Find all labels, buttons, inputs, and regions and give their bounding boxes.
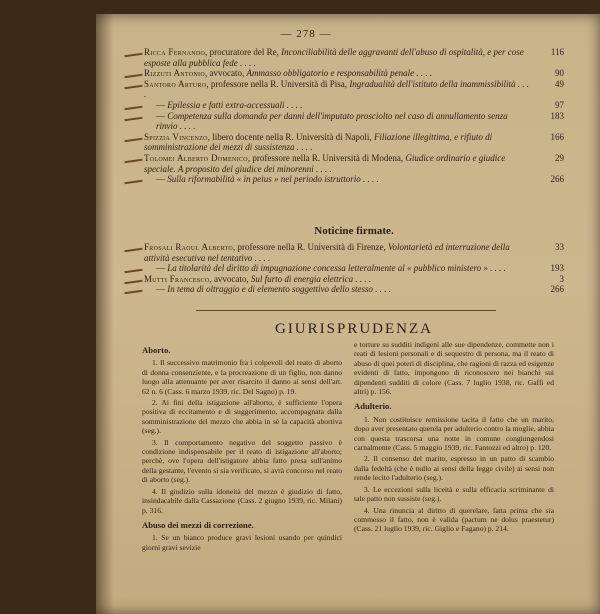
- author-affiliation: , professore nella R. Università di Firenze,: [233, 242, 388, 252]
- divider: [196, 310, 496, 311]
- paragraph: 1. Se un bianco produce gravi lesioni usando per quindici giorni gravi sevizie: [142, 533, 342, 552]
- page-reference: 266: [550, 284, 564, 295]
- paragraph: 3. Le eccezioni sulla liceità e sulla efficacia scriminante di tale patto non sussiste (seg.).: [354, 484, 554, 504]
- section-title: GIURISPRUDENZA: [274, 321, 433, 337]
- article-title: Epilessia e fatti extra-accessuali . . . .: [167, 99, 303, 110]
- index-entry: [144, 132, 564, 153]
- page-reference: 166: [550, 131, 564, 142]
- pencil-mark-icon: [124, 174, 143, 184]
- pencil-mark-icon: [124, 263, 143, 273]
- heading-abuso: Abuso dei mezzi di correzione.: [142, 519, 254, 530]
- pencil-mark-icon: [124, 68, 143, 78]
- index-entry: [144, 263, 564, 274]
- page-reference: 3: [559, 273, 564, 284]
- index-entry: [144, 284, 564, 295]
- pencil-mark-icon: [124, 284, 143, 294]
- page-reference: 97: [555, 99, 564, 110]
- pencil-mark-icon: [124, 47, 143, 57]
- author-affiliation: , professore nella R. Università di Modena,: [247, 152, 406, 163]
- pencil-mark-icon: [124, 153, 143, 163]
- pencil-mark-icon: [124, 100, 143, 110]
- author-affiliation: —: [156, 263, 168, 274]
- author-name: Tolomei Alberto Domenico: [144, 152, 248, 163]
- author-affiliation: , procuratore del Re,: [205, 47, 282, 57]
- page-reference: 49: [555, 78, 564, 89]
- notes-heading: Noticine firmate.: [314, 225, 394, 237]
- article-title: Volontarietà ed interruzione della attività esecutiva nel tentativo . . . .: [144, 242, 510, 263]
- page-reference: 116: [550, 47, 564, 57]
- article-title: Sul furto di energia elettrica . . . .: [250, 273, 372, 284]
- author-name: Santoro Arturo: [144, 78, 207, 89]
- index-list-authors: [144, 47, 564, 185]
- pencil-mark-icon: [124, 110, 143, 120]
- author-name: Ricca Fernando: [144, 47, 206, 57]
- index-entry: [144, 100, 564, 111]
- paragraph: 3. Il comportamento negativo del soggetto passivo è condizione indispensabile per il reato di istigazione all'aborto; perchè, ove l'opera dell'istigatore abbia fatto presa sull'animo della gestante, l'evento si sia verificato, si avrà concorso nel reato di aborto (seg.).: [142, 437, 342, 485]
- page-reference: 90: [555, 68, 564, 79]
- paragraph: 4. Una rinuncia al diritto di querelare, fatta prima che sia commesso il fatto, non è valida (pactum ne dolus praestetur) (Cass. 21 luglio 1939, ric. Giglio e Fagano) p. 214.: [354, 505, 554, 534]
- author-affiliation: —: [156, 284, 168, 295]
- paragraph: 1. Non costituisce remissione tacita il fatto che un marito, dopo aver presentato querela per adulterio contro la moglie, abbia con questa trascorsa una notte in comune congiungendosi carnalmente (Cass. 5 maggio 1939, ric. Fantozzi ed altro) p. 120.: [354, 414, 554, 453]
- author-affiliation: , avvocato,: [204, 68, 247, 79]
- article-title: Ingradualità dell'istituto della inammissibilità . . . .: [144, 78, 529, 100]
- index-entry: [144, 153, 564, 174]
- paragraph: 1. Il successivo matrimonio fra i colpevoli del reato di aborto di donna consenziente, e la procreazione di un figlio, non danno luogo alla attenuante per aver risarcito il danno ai sensi dell'art. 62 n. 6 (Cass. 6 marzo 1939, ric. Del Sagno) p. 19.: [142, 358, 342, 396]
- index-entry: [144, 68, 564, 79]
- paragraph: 2. Ai fini della istigazione all'aborto, è sufficiente l'opera positiva di eccitamento e di suggerimento, accompagnata dalla somministrazione del mezzo che abbia in sè la capacità abortiva (seg.).: [142, 398, 342, 436]
- author-affiliation: —: [156, 99, 168, 110]
- page-number: — 278 —: [280, 28, 332, 40]
- index-list-notes: [144, 242, 564, 295]
- article-title: Filiazione illegittima, e rifiuto di somministrazione dei mezzi di sussistenza . . . .: [144, 131, 493, 153]
- article-title: Giudice ordinario e giudice speciale. A proposito del giudice dei minorenni . . . .: [144, 152, 506, 174]
- paragraph: 2. Il consenso del marito, espresso in un patto di scambio dalla fedeltà (che è nullo ai sensi della legge civile) ai sensi non rende lecito l'adulterio (seg.).: [354, 454, 554, 483]
- article-title: La titolarità del diritto di impugnazione concessa letteralmente al « pubblico ministero » . . . .: [167, 263, 506, 274]
- index-entry: [144, 47, 564, 68]
- author-name: Mutti Francesco: [144, 273, 210, 284]
- index-entry: [144, 111, 564, 132]
- index-entry: [144, 79, 564, 100]
- heading-aborto: Aborto.: [142, 345, 171, 355]
- page-reference: 266: [550, 174, 564, 185]
- page-reference: 29: [555, 152, 564, 163]
- left-column: [142, 340, 342, 554]
- author-affiliation: —: [156, 110, 168, 121]
- book-page: [96, 14, 600, 614]
- index-entry: [144, 242, 564, 263]
- pencil-mark-icon: [124, 242, 143, 252]
- article-title: In tema di oltraggio e di elemento soggettivo dello stesso . . . .: [167, 284, 391, 295]
- article-title: Competenza sulla domanda per danni dell'imputato prosciolto nel caso di annullamento senza rinvio . . . .: [156, 110, 508, 132]
- author-affiliation: , professore nella R. Università di Pisa,: [206, 78, 350, 89]
- article-title: Sulla riformabilità « in peius » nel periodo istruttorio . . . .: [167, 174, 379, 185]
- right-column: [354, 340, 554, 536]
- paragraph: e torture su sudditi indigeni alle sue dipendenze, commette non i reati di lesioni personali e di sequestro di persona, ma il reato di abuso di quei poteri di disciplina, che ragioni di razza ed esigenze evidenti di fatto, impongono di riconoscere nei bianchi sui dipendenti sudditi di colore (Cass. 7 luglio 1938, ric. Gaffi ed altri) p. 156.: [354, 340, 554, 397]
- author-name: Spizzia Vincenzo: [144, 131, 208, 142]
- article-title: Inconciliabilità delle aggravanti dell'abuso di ospitalità, e per cose esposte alla pubblica fede . . . .: [144, 47, 524, 68]
- index-entry: [144, 274, 564, 285]
- index-entry: [144, 174, 564, 185]
- article-title: Ammasso obbligatorio e responsabilità penale . . . .: [246, 68, 433, 79]
- pencil-mark-icon: [124, 79, 143, 89]
- author-affiliation: , avvocato,: [209, 273, 251, 284]
- author-name: Rizzuti Antonio: [144, 68, 205, 79]
- heading-adulterio: Adulterio.: [354, 401, 392, 412]
- pencil-mark-icon: [124, 132, 143, 142]
- pencil-mark-icon: [124, 274, 143, 284]
- page-reference: 183: [550, 110, 564, 121]
- author-affiliation: —: [156, 174, 168, 185]
- author-name: Frosali Raoul Alberto: [144, 242, 234, 252]
- page-reference: 33: [555, 242, 564, 252]
- page-reference: 193: [550, 263, 564, 274]
- paragraph: 4. Il giudizio sulla idoneità del mezzo è giudizio di fatto, insindacabile dalla Cassazione (Cass. 2 giugno 1939, ric. Milani) p. 316.: [142, 486, 342, 515]
- author-affiliation: , libero docente nella R. Università di Napoli,: [207, 131, 374, 142]
